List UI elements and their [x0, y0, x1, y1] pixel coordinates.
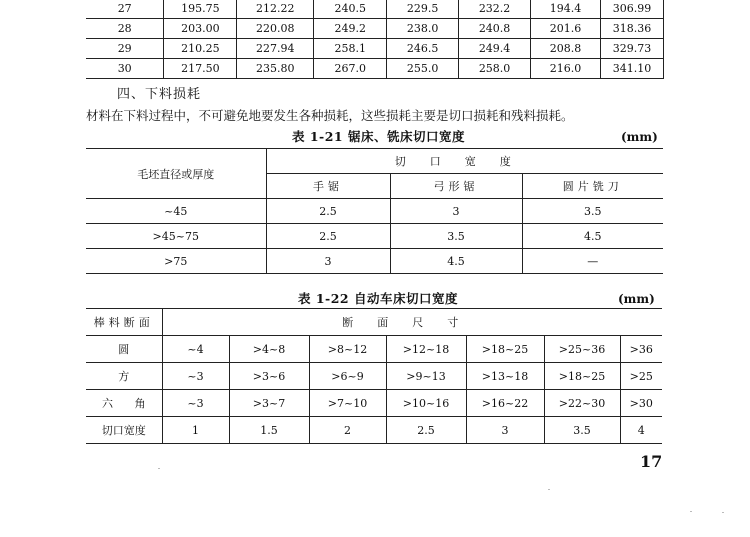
table-cell: 210.25 [164, 39, 237, 59]
column-header: 弓形锯 [390, 174, 522, 199]
table-cell: ~3 [162, 363, 229, 390]
table-cell: 212.22 [237, 0, 314, 19]
table-row [86, 390, 662, 417]
table-cell: 216.0 [531, 59, 601, 79]
group-header-cell: 切口宽度 [266, 149, 663, 174]
table-cell: >18~25 [466, 336, 544, 363]
table-cell: 227.94 [237, 39, 314, 59]
table-cell: 194.4 [531, 0, 601, 19]
section-heading: 四、下料损耗 [117, 87, 202, 102]
table-cell: >45~75 [86, 224, 266, 249]
table-21-unit: (mm) [621, 130, 658, 144]
table-cell: — [522, 249, 663, 274]
row-header-cell: 棒料断面 [86, 309, 162, 336]
table-cell: 201.6 [531, 19, 601, 39]
table-header-row [86, 309, 662, 336]
table-cell: 六 角 [86, 390, 162, 417]
table-cell: 2.5 [266, 224, 390, 249]
table-cell: 258.1 [314, 39, 387, 59]
table-cell: 3.5 [522, 199, 663, 224]
table-cell: >9~13 [386, 363, 466, 390]
table-cell: 4 [620, 417, 662, 444]
table-cell: 267.0 [314, 59, 387, 79]
table-cell: >12~18 [386, 336, 466, 363]
table-cell: 3 [466, 417, 544, 444]
table-row [86, 249, 663, 274]
table-cell: 249.2 [314, 19, 387, 39]
table-cell: 2.5 [386, 417, 466, 444]
table-21-title: 表 1-21 锯床、铣床切口宽度 [292, 129, 465, 144]
table-cell: 341.10 [600, 59, 663, 79]
table-cell: 249.4 [459, 39, 531, 59]
table-cell: 306.99 [600, 0, 663, 19]
table-cell: 232.2 [459, 0, 531, 19]
table-header-row [86, 149, 663, 174]
table-cell: 195.75 [164, 0, 237, 19]
table-cell: 3.5 [390, 224, 522, 249]
table-row [86, 19, 664, 39]
table-cell: 220.08 [237, 19, 314, 39]
table-cell: 240.5 [314, 0, 387, 19]
table-cell: ~4 [162, 336, 229, 363]
table-cell: >3~6 [229, 363, 309, 390]
table-cell: ~3 [162, 390, 229, 417]
table-row [86, 0, 664, 19]
table-cell: 246.5 [387, 39, 459, 59]
scan-speck [548, 489, 550, 490]
group-header-cell: 断面尺寸 [162, 309, 662, 336]
table-cell: 切口宽度 [86, 417, 162, 444]
table-cell: >7~10 [309, 390, 386, 417]
table-row [86, 336, 662, 363]
table-cell: 229.5 [387, 0, 459, 19]
table-cell: 3.5 [544, 417, 620, 444]
table-22-unit: (mm) [618, 292, 655, 306]
scan-speck [722, 512, 724, 513]
scan-speck [690, 511, 692, 512]
table-cell: >75 [86, 249, 266, 274]
table-cell: 203.00 [164, 19, 237, 39]
table-cell: 方 [86, 363, 162, 390]
table-row [86, 224, 663, 249]
table-row [86, 417, 662, 444]
column-header: 圆片铣刀 [522, 174, 663, 199]
table-cell: >6~9 [309, 363, 386, 390]
row-header-cell: 毛坯直径或厚度 [86, 149, 266, 199]
table-cell: 318.36 [600, 19, 663, 39]
table-cell: >13~18 [466, 363, 544, 390]
table-row [86, 39, 664, 59]
table-cell: >25 [620, 363, 662, 390]
table-cell: 2 [309, 417, 386, 444]
table-cell: 235.80 [237, 59, 314, 79]
table-cell: >18~25 [544, 363, 620, 390]
table-21 [86, 148, 663, 274]
table-cell: >36 [620, 336, 662, 363]
table-cell: 3 [390, 199, 522, 224]
table-cell: 28 [86, 19, 164, 39]
table-cell: 1.5 [229, 417, 309, 444]
table-row [86, 59, 664, 79]
table-cell: 238.0 [387, 19, 459, 39]
table-cell: >8~12 [309, 336, 386, 363]
table-cell: 4.5 [522, 224, 663, 249]
body-paragraph: 材料在下料过程中，不可避免地要发生各种损耗，这些损耗主要是切口损耗和残料损耗。 [86, 108, 574, 123]
table-cell: 1 [162, 417, 229, 444]
scan-speck [158, 468, 160, 469]
table-cell: 29 [86, 39, 164, 59]
table-row [86, 199, 663, 224]
column-header: 手锯 [266, 174, 390, 199]
table-cell: >4~8 [229, 336, 309, 363]
table-cell: >25~36 [544, 336, 620, 363]
table-row [86, 363, 662, 390]
table-cell: 2.5 [266, 199, 390, 224]
table-22-title: 表 1-22 自动车床切口宽度 [298, 291, 458, 306]
table-cell: 208.8 [531, 39, 601, 59]
table-cell: >16~22 [466, 390, 544, 417]
table-cell: 30 [86, 59, 164, 79]
table-cell: 329.73 [600, 39, 663, 59]
table-cell: >30 [620, 390, 662, 417]
page-number: 17 [640, 452, 663, 471]
table-cell: 3 [266, 249, 390, 274]
table-cell: >10~16 [386, 390, 466, 417]
table-cell: 217.50 [164, 59, 237, 79]
table-cell: >3~7 [229, 390, 309, 417]
table-cell: 27 [86, 0, 164, 19]
table-cell: 240.8 [459, 19, 531, 39]
table-cell: 258.0 [459, 59, 531, 79]
table-cell: >22~30 [544, 390, 620, 417]
table-cell: 圆 [86, 336, 162, 363]
table-22 [86, 308, 662, 444]
table-cell: 255.0 [387, 59, 459, 79]
table-cell: 4.5 [390, 249, 522, 274]
table-cell: ~45 [86, 199, 266, 224]
top-data-table [86, 0, 664, 79]
